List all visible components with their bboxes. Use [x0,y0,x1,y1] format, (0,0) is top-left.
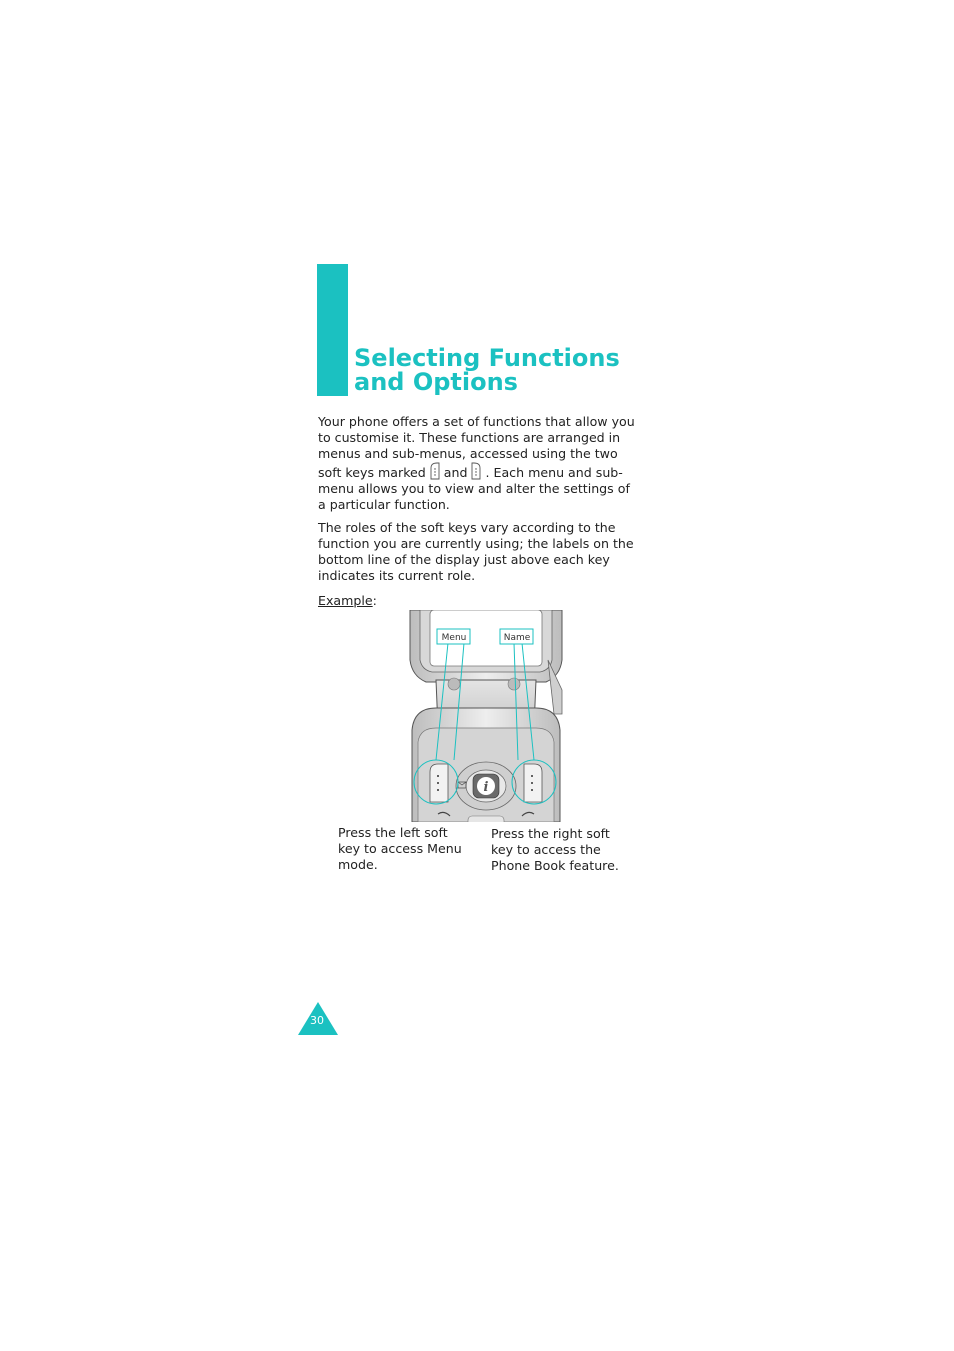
right-soft-key-caption: Press the right soft key to access the Phone Book feature. [491,826,619,873]
info-key-icon [473,774,499,798]
example-label-text: Example [318,593,373,608]
page-title [354,346,654,394]
phone-illustration [408,610,564,822]
heading-accent-bar [317,264,348,396]
left-soft-key-caption: Press the left soft key to access Menu mode. [338,825,462,872]
screen-label-menu-text: Menu [441,633,467,643]
example-label [318,593,377,609]
screen-label-name [500,629,533,644]
svg-text:i: i [483,780,489,795]
left-soft-key-icon [429,462,441,480]
screen-label-name-text: Name [503,633,531,643]
intro-and-text: and [443,465,468,480]
page-number: 30 [310,1014,324,1027]
intro-paragraph [318,414,640,513]
intro-text-1: Your phone offers a set of functions that allow you to customise it. These functions are arranged in menus and sub-menus, accessed using the two soft keys marked [318,414,635,480]
example-colon: : [372,593,377,608]
screen-label-menu [437,629,470,644]
right-soft-key-icon [470,462,482,480]
intro-text-2: . Each menu and sub-menu allows you to view and alter the settings of a particular function. [318,465,630,512]
page-title-line-2: and Options [354,368,518,396]
page-title-line-1: Selecting Functions [354,344,620,372]
soft-keys-paragraph: The roles of the soft keys vary according to the function you are currently using; the labels on the bottom line of the display just above each key indicates its current role. [318,520,634,583]
